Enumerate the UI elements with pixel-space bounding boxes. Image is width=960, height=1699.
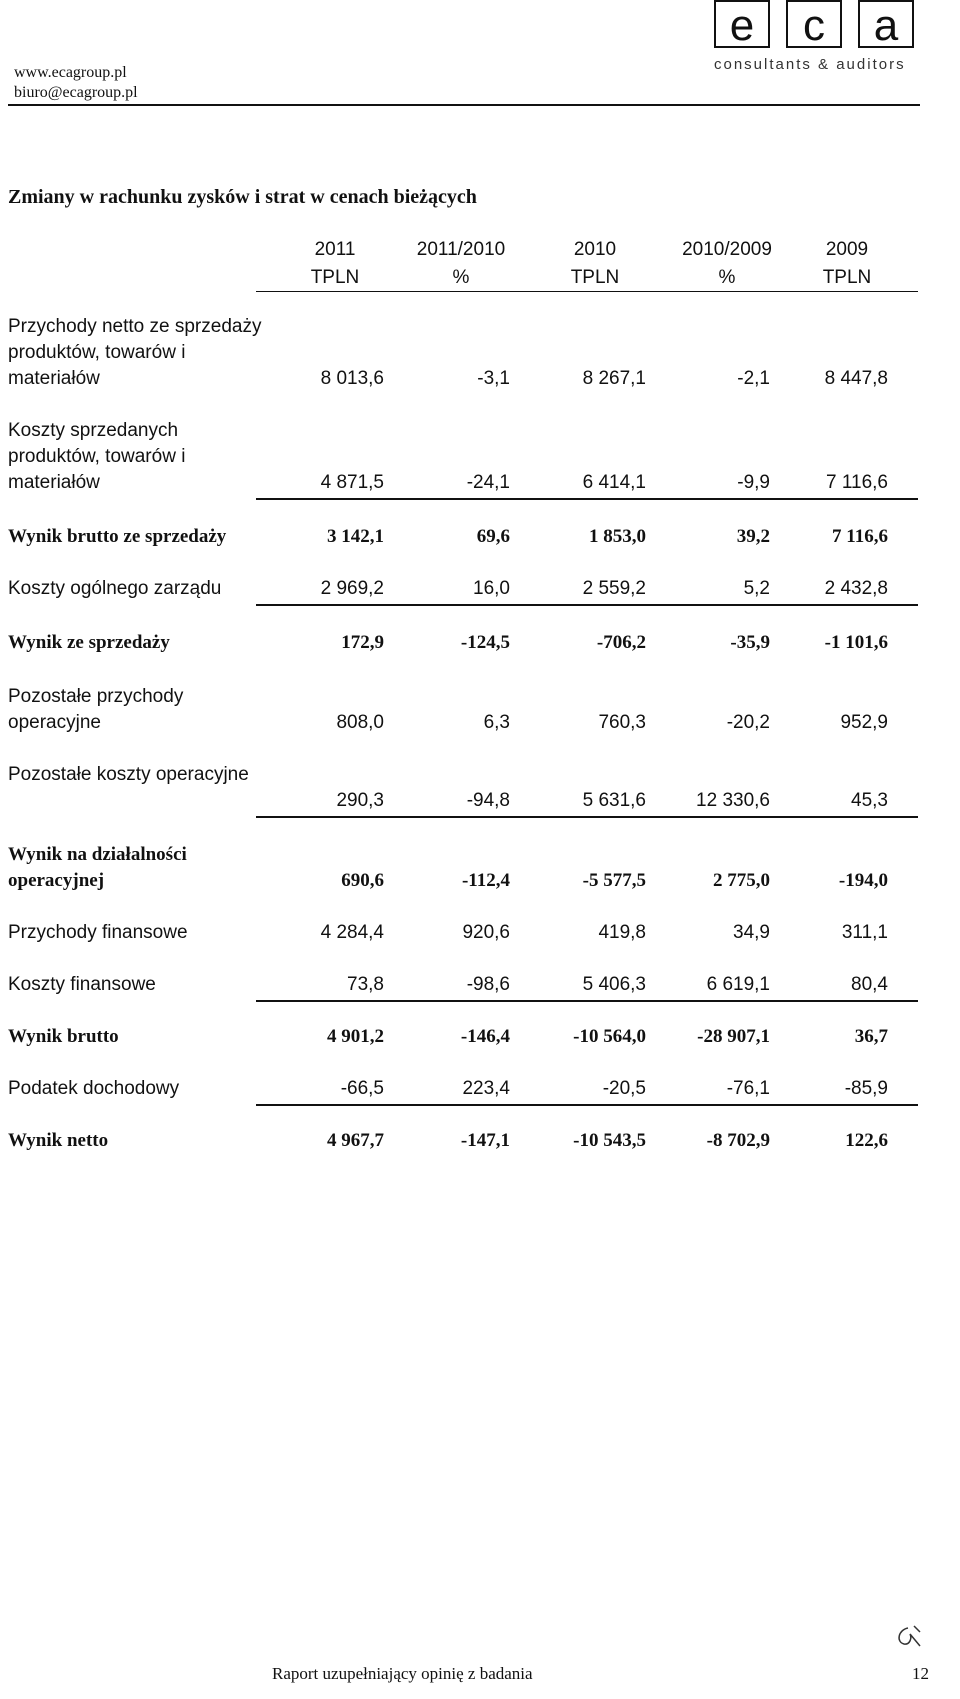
row-label: Wynik na działalności operacyjnej [8,844,187,891]
page-number: 12 [912,1664,929,1683]
row-value: 4 871,5 [320,472,384,493]
row-value: -94,8 [466,790,510,811]
col-header-2010 [530,236,660,292]
col-unit: % [718,267,736,288]
row-value: -194,0 [838,870,888,891]
row-value: 2 432,8 [824,578,888,599]
row-label: Przychody netto ze sprzedaży produktów, towarów i materiałów [8,316,262,389]
row-value: 223,4 [462,1078,510,1099]
subtotal-rule [256,498,918,500]
row-value: -147,1 [460,1130,510,1151]
row-value: 2 559,2 [582,578,646,599]
row-value: 4 901,2 [327,1026,384,1047]
row-value: 12 330,6 [696,790,770,811]
row-value: -20,5 [602,1078,646,1099]
col-unit: TPLN [570,267,620,288]
col-header-2009 [782,236,912,292]
row-value: -8 702,9 [706,1130,770,1151]
row-label: Podatek dochodowy [8,1078,180,1099]
row-value: -28 907,1 [697,1026,770,1047]
row-value: 4 967,7 [327,1130,384,1151]
row-label: Wynik ze sprzedaży [8,632,170,653]
row-value: 80,4 [851,974,888,995]
row-value: 5,2 [743,578,770,599]
row-value: -76,1 [726,1078,770,1099]
row-value: -5 577,5 [582,870,646,891]
row-value: -146,4 [460,1026,510,1047]
col-year: 2009 [825,239,869,260]
row-value: 311,1 [841,922,888,943]
row-value: -98,6 [466,974,510,995]
row-value: 3 142,1 [327,526,384,547]
email-link[interactable]: biuro@ecagroup.pl [14,84,138,101]
row-value: -10 543,5 [573,1130,646,1151]
col-header-2011-2010 [396,236,526,292]
row-value: 6,3 [483,712,510,733]
row-value: -2,1 [737,368,770,389]
row-value: 290,3 [336,790,384,811]
col-header-2011 [270,236,400,292]
subtotal-rule [256,816,918,818]
row-label: Wynik brutto [8,1026,119,1047]
header-divider [8,104,920,106]
row-value: -706,2 [596,632,646,653]
col-year: 2010/2009 [682,239,772,260]
row-value: 45,3 [851,790,888,811]
website-link[interactable]: www.ecagroup.pl [14,64,127,81]
row-label: Koszty sprzedanych produktów, towarów i materiałów [8,420,186,493]
row-value: 808,0 [336,712,384,733]
row-value: 7 116,6 [826,472,888,493]
col-year: 2011/2010 [416,239,506,260]
row-label: Przychody finansowe [8,922,188,943]
header-underline [256,291,918,292]
col-unit: TPLN [310,267,360,288]
col-year: 2011 [314,239,356,260]
row-value: 39,2 [736,526,770,547]
row-value: 69,6 [476,526,510,547]
row-value: 760,3 [598,712,646,733]
row-value: 1 853,0 [589,526,646,547]
row-value: 952,9 [840,712,888,733]
col-header-2010-2009 [662,236,792,292]
row-label: Koszty ogólnego zarządu [8,578,222,599]
subtotal-rule [256,1104,918,1106]
row-label: Wynik netto [8,1130,109,1151]
initials-signature [890,1622,930,1652]
row-value: -35,9 [730,632,770,653]
row-value: -85,9 [844,1078,888,1099]
row-value: 920,6 [462,922,510,943]
row-value: 16,0 [473,578,510,599]
col-unit: % [452,267,470,288]
row-value: -3,1 [477,368,510,389]
row-value: 419,8 [598,922,646,943]
row-value: -1 101,6 [824,632,888,653]
logo-tagline: consultants & auditors [714,56,906,73]
logo [714,0,924,80]
col-year: 2010 [573,239,617,260]
row-value: 172,9 [341,632,384,653]
row-value: 4 284,4 [320,922,384,943]
col-unit: TPLN [822,267,872,288]
row-value: 73,8 [347,974,384,995]
row-value: 6 619,1 [706,974,770,995]
row-value: 6 414,1 [582,472,646,493]
row-value: -20,2 [726,712,770,733]
row-label: Pozostałe przychody operacyjne [8,686,184,733]
row-value: 34,9 [733,922,770,943]
logo-letter-c: c [786,0,842,48]
footer-text: Raport uzupełniający opinię z badania [272,1664,533,1683]
row-value: 8 447,8 [824,368,888,389]
logo-letter-a: a [858,0,914,48]
row-value: 7 116,6 [832,526,888,547]
row-label: Pozostałe koszty operacyjne [8,764,249,785]
row-value: 8 267,1 [582,368,646,389]
row-value: -112,4 [461,870,510,891]
row-label: Koszty finansowe [8,974,156,995]
row-value: 36,7 [854,1026,888,1047]
page-title: Zmiany w rachunku zysków i strat w cenach bieżących [8,186,477,208]
logo-letter-e: e [714,0,770,48]
row-value: -66,5 [340,1078,384,1099]
row-value: 690,6 [341,870,384,891]
row-value: 8 013,6 [320,368,384,389]
row-value: 122,6 [845,1130,888,1151]
row-label: Wynik brutto ze sprzedaży [8,526,227,547]
row-value: -24,1 [466,472,510,493]
row-value: 2 775,0 [713,870,770,891]
row-value: -10 564,0 [573,1026,646,1047]
row-value: 5 406,3 [582,974,646,995]
subtotal-rule [256,1000,918,1002]
row-value: 5 631,6 [582,790,646,811]
subtotal-rule [256,604,918,606]
row-value: -124,5 [460,632,510,653]
row-value: -9,9 [737,472,770,493]
row-value: 2 969,2 [320,578,384,599]
